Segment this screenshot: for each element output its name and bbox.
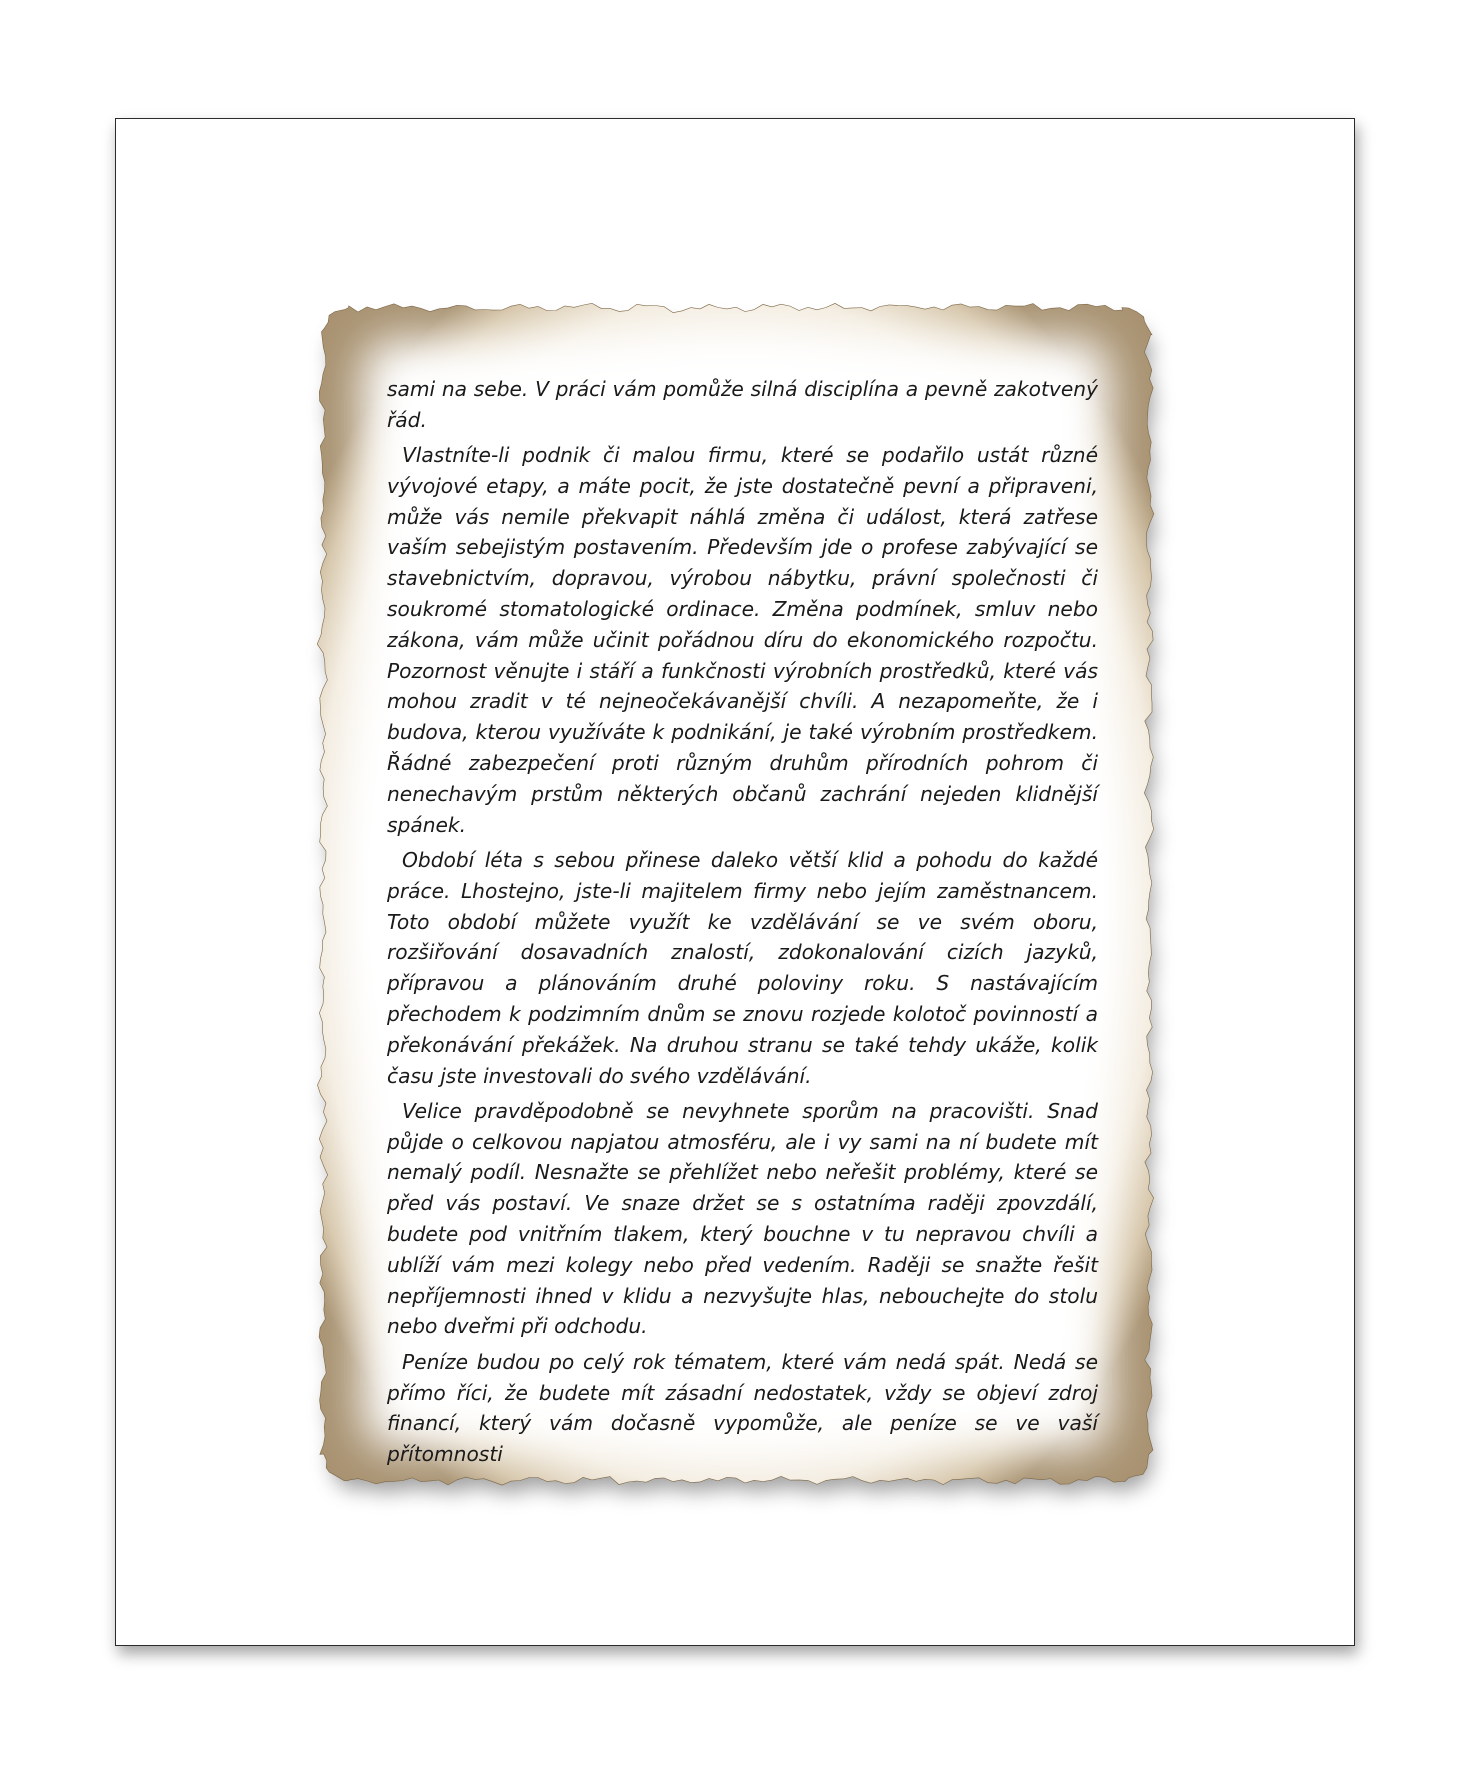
paragraph-2: Období léta s sebou přinese daleko větší klid a pohodu do každé práce. Lhostejno, jste-li majitelem firmy nebo jejím zaměstnancem. Toto období můžete využít ke vzdělávání se ve svém oboru, rozšiřování dosavadních znalostí, zdokonalování cizích jazyků, přípravou a plánováním druhé poloviny roku. S nastávajícím přechodem k podzimním dnům se znovu rozjede kolotoč povinností a překonávání překážek. Na druhou stranu se také tehdy ukáže, kolik času jste investovali do svého vzdělávání.: [387, 847, 1098, 1088]
body-text: [387, 374, 1098, 1474]
paragraph-1: Vlastníte-li podnik či malou firmu, které se podařilo ustát různé vývojové etapy, a máte pocit, že jste dostatečně pevní a připraveni, může vás nemile překvapit náhlá změna či událost, která zatřese vaším sebejistým postavením. Především jde o profese zabývající se stavebnictvím, dopravou, výrobou nábytku, právní společnosti či soukromé stomatologické ordinace. Změna podmínek, smluv nebo zákona, vám může učinit pořádnou díru do ekonomického rozpočtu. Pozornost věnujte i stáří a funkčnosti výrobních prostředků, které vás mohou zradit v té nejneočekávanější chvíli. A nezapomeňte, že i budova, kterou využíváte k podnikání, je také výrobním prostředkem. Řádné zabezpečení proti různým druhům přírodních pohrom či nenechavým prstům některých občanů zachrání nejeden klidnější spánek.: [387, 443, 1098, 837]
paragraph-3: Velice pravděpodobně se nevyhnete sporům na pracovišti. Snad půjde o celkovou napjatou atmosféru, ale i vy sami na ní budete mít nemalý podíl. Nesnažte se přehlížet nebo neřešit problémy, které se před vás postaví. Ve snaze držet se s ostatníma raději zpovzdálí, budete pod vnitřním tlakem, který bouchne v tu nepravou chvíli a ublíží vám mezi kolegy nebo před vedením. Raději se snažte řešit nepříjemnosti ihned v klidu a nezvyšujte hlas, nebouchejte do stolu nebo dveřmi při odchodu.: [387, 1098, 1098, 1339]
paragraph-0: sami na sebe. V práci vám pomůže silná disciplína a pevně zakotvený řád.: [387, 377, 1098, 432]
paragraph-4: Peníze budou po celý rok tématem, které vám nedá spát. Nedá se přímo říci, že budete mít zásadní nedostatek, vždy se objeví zdroj financí, který vám dočasně vypomůže, ale peníze se ve vaší přítomnosti: [387, 1349, 1098, 1467]
